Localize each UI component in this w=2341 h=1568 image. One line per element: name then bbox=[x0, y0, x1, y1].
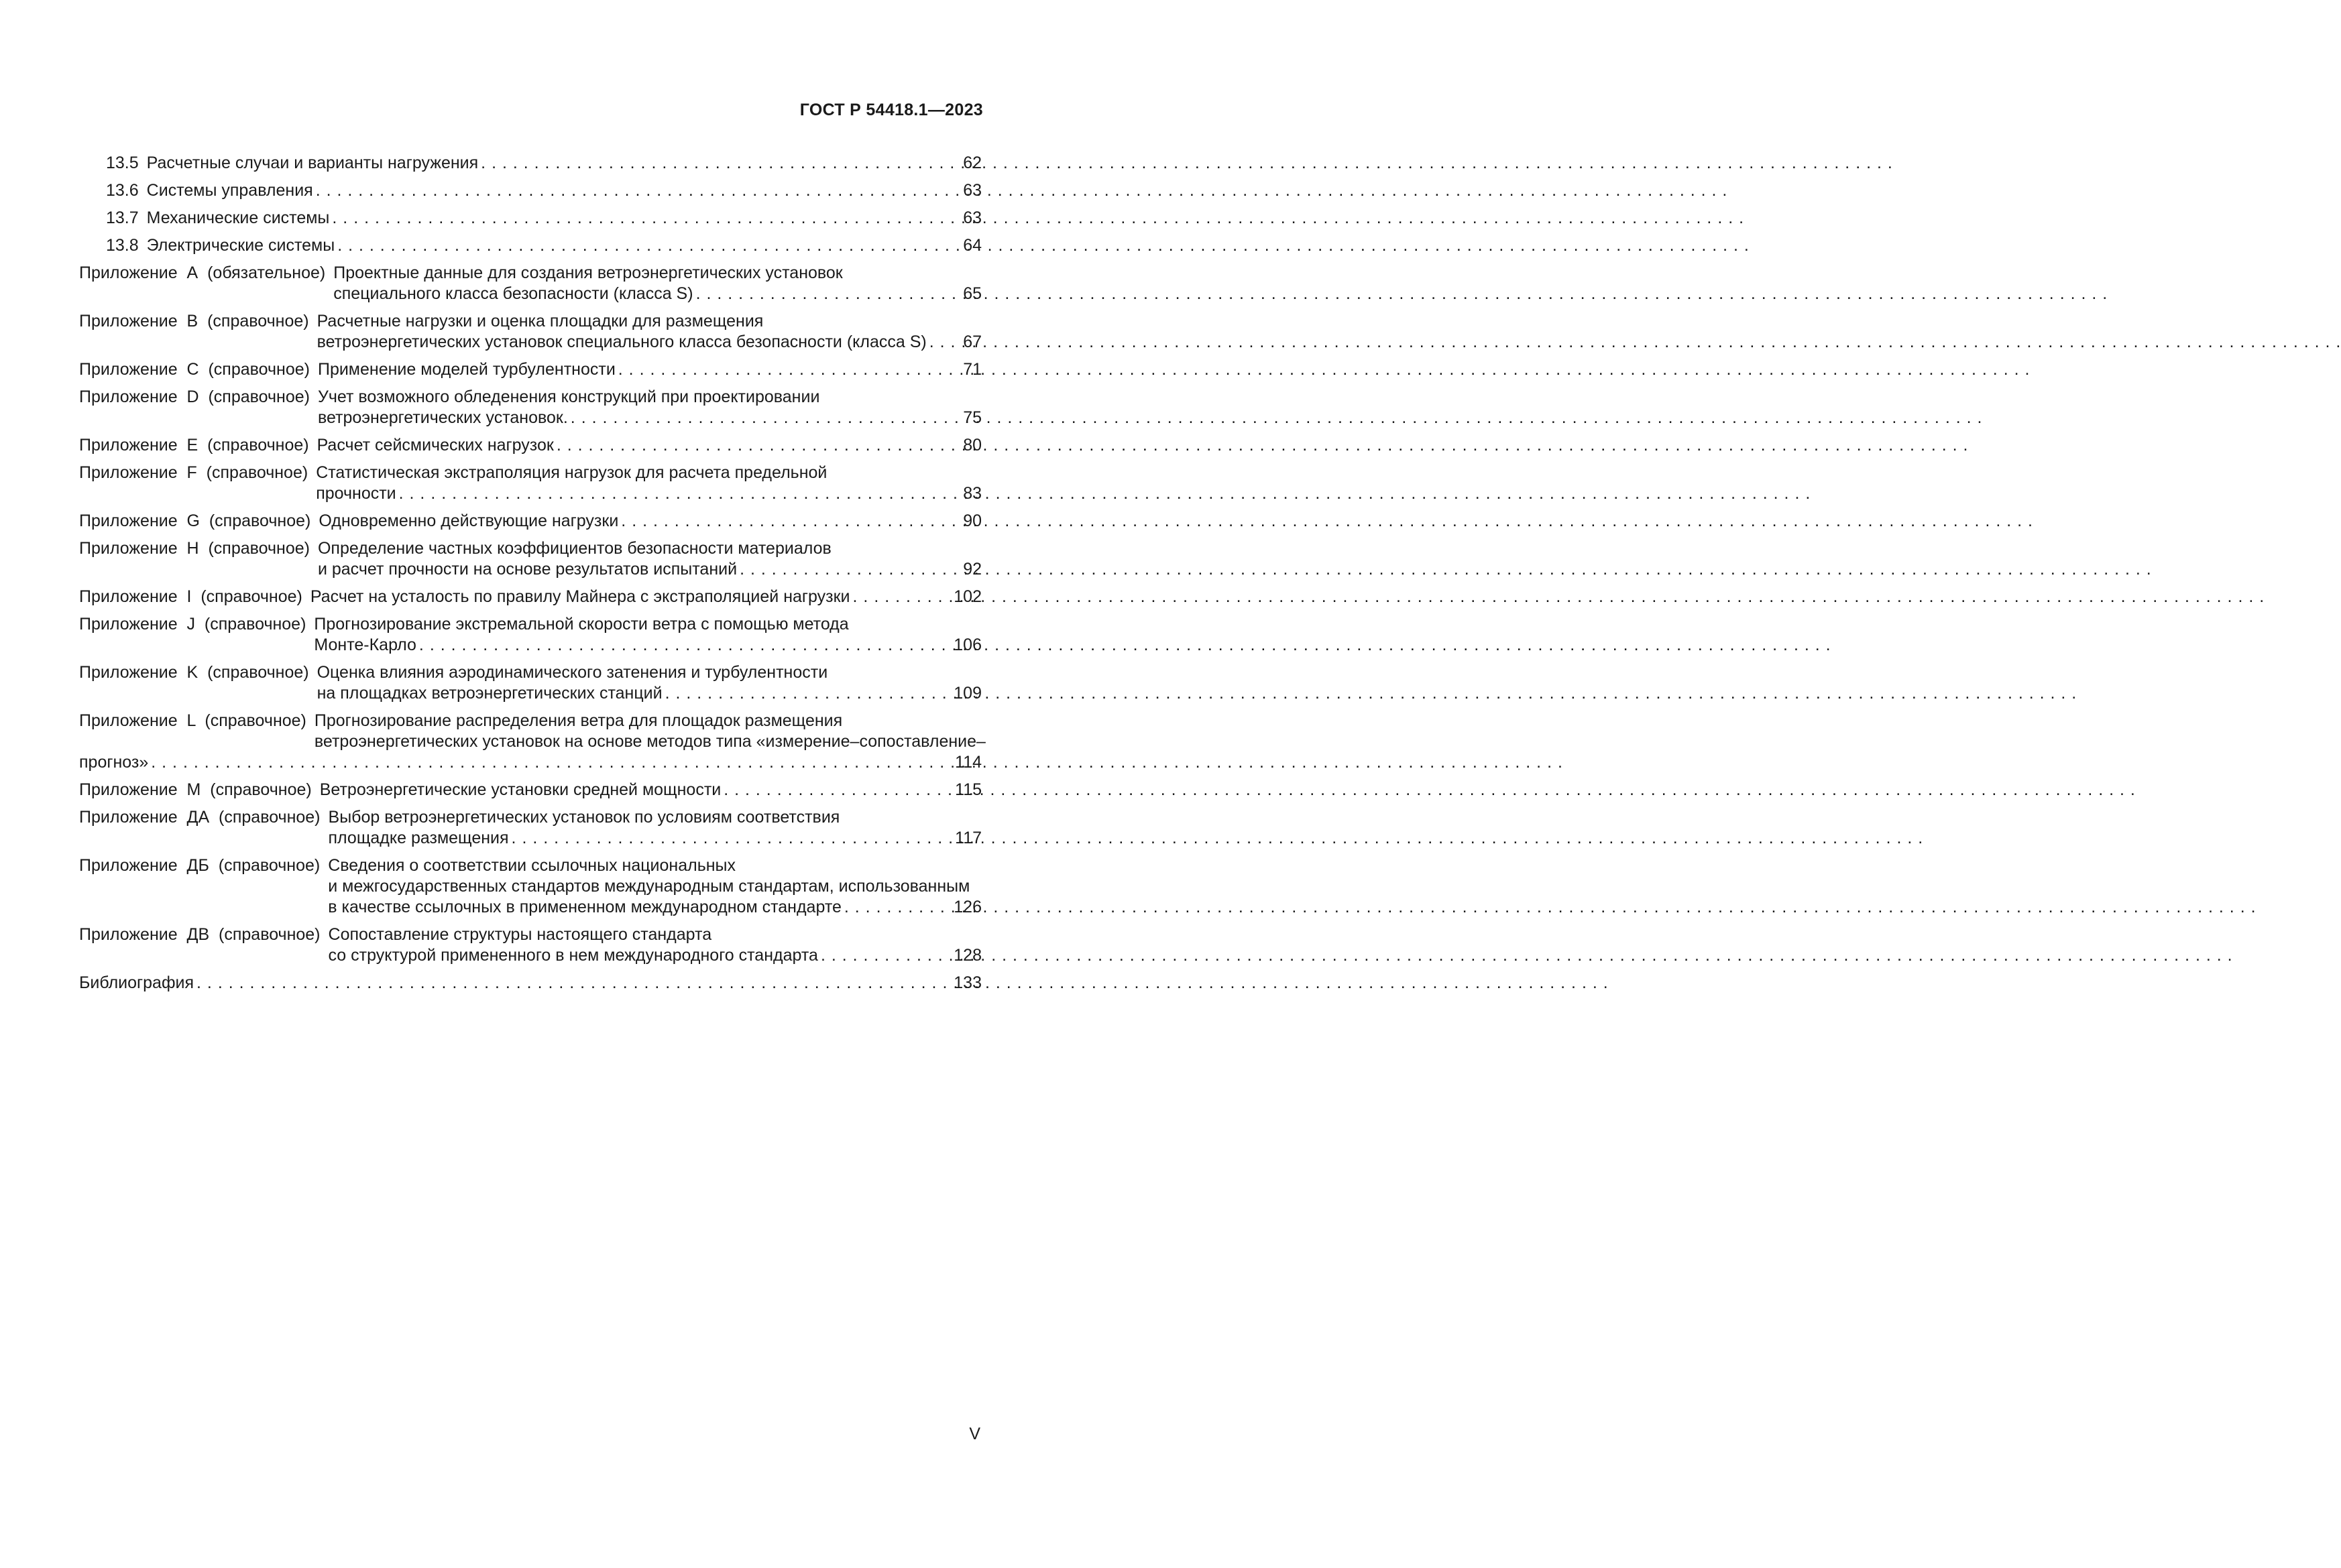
toc-page-number: 109 bbox=[954, 684, 982, 703]
toc-annex-label: Приложение Н (справочное) bbox=[79, 539, 310, 558]
toc-page-number: 63 bbox=[963, 208, 982, 227]
toc-line bbox=[79, 311, 982, 332]
leader-dots bbox=[696, 284, 961, 304]
toc-entry[interactable] bbox=[79, 924, 982, 966]
toc-title: Монте-Карло bbox=[314, 636, 416, 654]
toc-title: ветроэнергетических установок на основе методов типа «измерение–сопоставление– bbox=[314, 732, 986, 751]
leader-dots bbox=[724, 780, 952, 800]
toc-title: Электрические системы bbox=[146, 236, 335, 255]
leader-dots bbox=[665, 683, 952, 704]
toc-line-last bbox=[79, 332, 982, 353]
toc-page-number: 64 bbox=[963, 236, 982, 255]
toc-title: специального класса безопасности (класса S) bbox=[333, 284, 693, 303]
leader-dots bbox=[929, 332, 960, 353]
leader-dots bbox=[512, 828, 953, 849]
leader-dots bbox=[337, 235, 960, 256]
toc-annex-label: Приложение D (справочное) bbox=[79, 387, 310, 406]
toc-line-last bbox=[106, 153, 982, 174]
toc-line-last bbox=[79, 780, 982, 800]
toc-line bbox=[79, 731, 986, 752]
toc-title: в качестве ссылочных в примененном международном стандарте bbox=[328, 898, 842, 916]
toc-entry[interactable] bbox=[106, 235, 982, 256]
toc-annex-label: Приложение F (справочное) bbox=[79, 463, 308, 482]
toc-title: Библиография bbox=[79, 973, 194, 992]
toc-title: Статистическая экстраполяция нагрузок для расчета предельной bbox=[316, 463, 827, 482]
toc-line-last bbox=[79, 752, 982, 773]
toc-line-last bbox=[79, 359, 982, 380]
leader-dots bbox=[844, 897, 951, 918]
toc-page-number: 106 bbox=[954, 636, 982, 654]
toc-entry[interactable] bbox=[79, 807, 982, 849]
toc-title: прогноз» bbox=[79, 753, 149, 772]
leader-dots bbox=[571, 408, 960, 428]
toc-line bbox=[79, 387, 982, 408]
toc-title: площадке размещения bbox=[328, 829, 509, 847]
toc-entry[interactable] bbox=[79, 263, 982, 304]
toc-title: Применение моделей турбулентности bbox=[317, 360, 616, 379]
toc-title: Системы управления bbox=[146, 181, 313, 200]
document-designation: ГОСТ Р 54418.1—2023 bbox=[799, 101, 983, 119]
toc-page-number: 75 bbox=[963, 408, 982, 427]
toc-title: Выбор ветроэнергетических установок по условиям соответствия bbox=[328, 808, 840, 827]
toc-title: и межгосударственных стандартов международным стандартам, использованным bbox=[328, 877, 970, 896]
toc-line-last bbox=[79, 408, 982, 428]
leader-dots bbox=[399, 483, 961, 504]
toc-title: Расчет на усталость по правилу Майнера с экстраполяцией нагрузки bbox=[310, 587, 850, 606]
toc-page-number: 83 bbox=[963, 484, 982, 503]
toc-page-number: 128 bbox=[954, 946, 982, 965]
toc-annex-label: Приложение С (справочное) bbox=[79, 360, 310, 379]
toc-entry[interactable] bbox=[79, 511, 982, 532]
toc-title: Прогнозирование распределения ветра для площадок размещения bbox=[314, 711, 843, 730]
toc-line-last bbox=[79, 683, 982, 704]
toc-line-last bbox=[79, 945, 982, 966]
toc-entry[interactable] bbox=[79, 711, 986, 773]
toc-line bbox=[79, 855, 982, 876]
toc-annex-label: Приложение L (справочное) bbox=[79, 711, 306, 730]
toc-page-number: 117 bbox=[955, 829, 982, 847]
toc-title: Расчетные нагрузки и оценка площадки для размещения bbox=[317, 312, 764, 330]
toc-line-last bbox=[79, 559, 982, 580]
toc-annex-label: Приложение ДВ (справочное) bbox=[79, 925, 321, 944]
toc-section-number: 13.7 bbox=[106, 208, 139, 227]
toc-entry[interactable] bbox=[79, 538, 982, 580]
toc-line bbox=[79, 711, 982, 731]
toc-title: и расчет прочности на основе результатов испытаний bbox=[317, 560, 738, 579]
toc-title: Сопоставление структуры настоящего стандарта bbox=[328, 925, 712, 944]
toc-line-last bbox=[79, 828, 982, 849]
toc-line-last bbox=[79, 635, 982, 656]
toc-line bbox=[79, 538, 982, 559]
toc-title: прочности bbox=[316, 484, 396, 503]
toc-entry[interactable] bbox=[79, 435, 982, 456]
toc-line-last bbox=[79, 897, 982, 918]
toc-title: Механические системы bbox=[146, 208, 330, 227]
toc-annex-label: Приложение ДБ (справочное) bbox=[79, 856, 321, 875]
leader-dots bbox=[419, 635, 951, 656]
leader-dots bbox=[618, 359, 960, 380]
toc-page-number: 65 bbox=[963, 284, 982, 303]
toc-page-number: 63 bbox=[963, 181, 982, 200]
toc-section-number: 13.5 bbox=[106, 154, 139, 172]
toc-entry[interactable] bbox=[106, 153, 982, 174]
toc-title: Расчет сейсмических нагрузок bbox=[317, 436, 554, 455]
toc-entry[interactable] bbox=[79, 359, 982, 380]
toc-entry[interactable] bbox=[106, 208, 982, 229]
toc-title: Прогнозирование экстремальной скорости ветра с помощью метода bbox=[314, 615, 849, 634]
leader-dots bbox=[316, 180, 960, 201]
toc-line-last bbox=[79, 973, 982, 993]
toc-title: со структурой примененного в нем международного стандарта bbox=[328, 946, 818, 965]
toc-title: Проектные данные для создания ветроэнергетических установок bbox=[333, 263, 843, 282]
toc-page-number: 67 bbox=[963, 333, 982, 351]
toc-section-number: 13.6 bbox=[106, 181, 139, 200]
leader-dots bbox=[151, 752, 952, 773]
toc-line bbox=[79, 463, 982, 483]
toc-entry[interactable] bbox=[79, 780, 982, 800]
leader-dots bbox=[557, 435, 960, 456]
toc-line-last bbox=[79, 511, 982, 532]
leader-dots bbox=[481, 153, 960, 174]
toc-annex-label: Приложение М (справочное) bbox=[79, 780, 312, 799]
leader-dots bbox=[740, 559, 960, 580]
toc-page-number: 62 bbox=[963, 154, 982, 172]
toc-page-number: 126 bbox=[954, 898, 982, 916]
toc-annex-label: Приложение K (справочное) bbox=[79, 663, 309, 682]
toc-entry[interactable] bbox=[79, 855, 982, 918]
leader-dots bbox=[196, 973, 951, 993]
toc-title: Определение частных коэффициентов безопасности материалов bbox=[317, 539, 832, 558]
toc-entry[interactable] bbox=[79, 587, 982, 607]
toc-line bbox=[79, 614, 982, 635]
toc-page-number: 114 bbox=[955, 753, 982, 772]
leader-dots bbox=[821, 945, 951, 966]
toc-title: Одновременно действующие нагрузки bbox=[319, 511, 619, 530]
toc-page-number: 80 bbox=[963, 436, 982, 455]
toc-line-last bbox=[79, 284, 982, 304]
toc-line-last bbox=[106, 235, 982, 256]
toc-entry[interactable] bbox=[106, 180, 982, 201]
toc-entry[interactable] bbox=[79, 387, 982, 428]
toc-page-number: 102 bbox=[954, 587, 982, 606]
toc-page-number: 133 bbox=[954, 973, 982, 992]
toc-line-last bbox=[106, 180, 982, 201]
toc-title: ветроэнергетических установок. bbox=[317, 408, 568, 427]
toc-annex-label: Приложение ДА (справочное) bbox=[79, 808, 321, 827]
toc-title: Ветроэнергетические установки средней мощности bbox=[319, 780, 722, 799]
page-number: V bbox=[969, 1425, 980, 1443]
toc-line-last bbox=[79, 435, 982, 456]
toc-annex-label: Приложение А (обязательное) bbox=[79, 263, 326, 282]
leader-dots bbox=[853, 587, 952, 607]
toc-line-last bbox=[106, 208, 982, 229]
toc-line bbox=[79, 924, 982, 945]
table-of-contents bbox=[79, 153, 986, 1000]
toc-line bbox=[79, 263, 982, 284]
toc-entry[interactable] bbox=[79, 614, 982, 656]
toc-line bbox=[79, 662, 982, 683]
leader-dots bbox=[332, 208, 960, 229]
toc-line bbox=[79, 876, 982, 897]
toc-line-last bbox=[79, 483, 982, 504]
toc-section-number: 13.8 bbox=[106, 236, 139, 255]
toc-page-number: 71 bbox=[963, 360, 982, 379]
toc-title: на площадках ветроэнергетических станций bbox=[317, 684, 663, 703]
toc-entry[interactable] bbox=[79, 311, 982, 353]
toc-line-last bbox=[79, 587, 982, 607]
toc-annex-label: Приложение В (справочное) bbox=[79, 312, 309, 330]
toc-annex-label: Приложение G (справочное) bbox=[79, 511, 311, 530]
toc-page-number: 92 bbox=[963, 560, 982, 579]
toc-entry[interactable] bbox=[79, 662, 982, 704]
toc-title: ветроэнергетических установок специального класса безопасности (класса S) bbox=[317, 333, 927, 351]
toc-title: Учет возможного обледенения конструкций при проектировании bbox=[317, 387, 820, 406]
toc-annex-label: Приложение J (справочное) bbox=[79, 615, 306, 634]
toc-page-number: 115 bbox=[955, 780, 982, 799]
toc-annex-label: Приложение I (справочное) bbox=[79, 587, 302, 606]
leader-dots bbox=[621, 511, 960, 532]
toc-entry[interactable] bbox=[79, 973, 982, 993]
toc-title: Сведения о соответствии ссылочных национальных bbox=[328, 856, 736, 875]
toc-page-number: 90 bbox=[963, 511, 982, 530]
toc-line bbox=[79, 807, 982, 828]
toc-title: Расчетные случаи и варианты нагружения bbox=[146, 154, 479, 172]
toc-annex-label: Приложение Е (справочное) bbox=[79, 436, 309, 455]
toc-title: Оценка влияния аэродинамического затенения и турбулентности bbox=[317, 663, 828, 682]
toc-entry[interactable] bbox=[79, 463, 982, 504]
